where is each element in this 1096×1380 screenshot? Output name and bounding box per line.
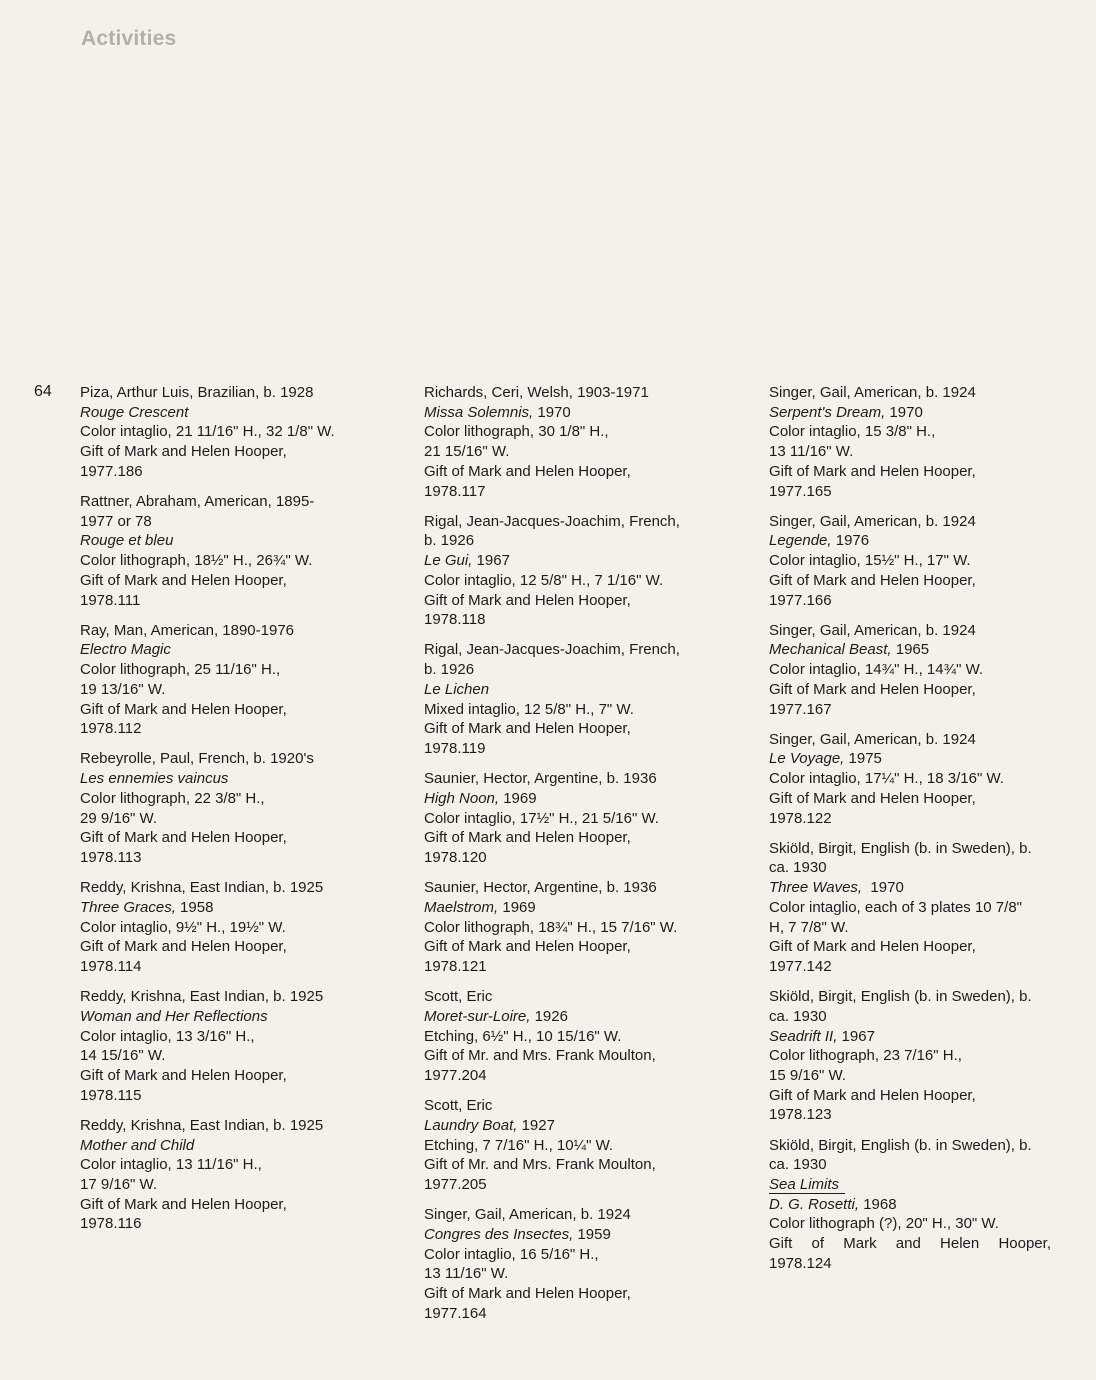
- catalog-entry: [769, 621, 1069, 720]
- entry-medium: Color lithograph, 25 11/16" H.,: [80, 661, 281, 679]
- catalog-entry: [80, 383, 400, 482]
- catalog-entry: [424, 383, 744, 501]
- entry-artist: Richards, Ceri, Welsh, 1903-1971: [424, 384, 649, 401]
- entry-accession: 1978.119: [424, 739, 486, 757]
- entry-title: Le Lichen: [424, 680, 490, 698]
- entry-accession: 1977.186: [80, 462, 143, 480]
- entry-title: Mechanical Beast,: [769, 641, 892, 659]
- catalog-column-2: [424, 383, 744, 1334]
- entry-accession: 1978.114: [80, 957, 142, 975]
- catalog-entry: [80, 492, 400, 610]
- entry-accession: 1978.112: [80, 720, 142, 738]
- entry-accession: 1978.122: [769, 809, 832, 827]
- entry-credit: Gift of Mark and Helen Hooper,: [769, 1235, 1051, 1253]
- entry-title: Three Waves,: [769, 879, 863, 897]
- entry-medium: Color intaglio, 15½" H., 17" W.: [769, 552, 971, 570]
- entry-medium-cont: 17 9/16" W.: [80, 1176, 158, 1194]
- entry-title: Moret-sur-Loire,: [424, 1007, 531, 1025]
- entry-subtitle: D. G. Rosetti,: [769, 1195, 860, 1213]
- entry-accession: 1977.167: [769, 700, 832, 718]
- entry-artist: Skiöld, Birgit, English (b. in Sweden), b.: [769, 1136, 1032, 1154]
- entry-year: 1970: [866, 879, 904, 897]
- catalog-entry: [424, 640, 744, 758]
- entry-artist: Singer, Gail, American, b. 1924: [769, 512, 976, 530]
- entry-year: 1967: [841, 1027, 875, 1045]
- entry-medium: Color lithograph, 30 1/8" H.,: [424, 423, 609, 441]
- entry-artist: Reddy, Krishna, East Indian, b. 1925: [80, 1116, 324, 1134]
- entry-artist: Ray, Man, American, 1890-1976: [80, 621, 295, 639]
- entry-title: Sea Limits: [769, 1176, 845, 1194]
- entry-credit: Gift of Mr. and Mrs. Frank Moulton,: [424, 1156, 656, 1174]
- entry-medium-cont: 19 13/16" W.: [80, 680, 166, 698]
- entry-medium-cont: 21 15/16" W.: [424, 443, 510, 461]
- entry-year: 1959: [577, 1225, 611, 1243]
- entry-year: 1958: [180, 898, 214, 916]
- catalog-entry: [80, 621, 400, 739]
- entry-title: Congres des Insectes,: [424, 1225, 574, 1243]
- entry-medium-cont: 13 11/16" W.: [424, 1265, 509, 1283]
- entry-credit: Gift of Mark and Helen Hooper,: [80, 443, 287, 461]
- entry-credit: Gift of Mark and Helen Hooper,: [769, 571, 976, 589]
- catalog-entry: [424, 987, 744, 1086]
- entry-artist: Scott, Eric: [424, 1097, 493, 1115]
- entry-accession: 1977.166: [769, 591, 832, 609]
- entry-year: 1976: [835, 532, 870, 550]
- entry-medium: Color intaglio, 13 11/16" H.,: [80, 1156, 262, 1174]
- entry-title: Laundry Boat,: [424, 1116, 518, 1134]
- catalog-entry: [424, 512, 744, 630]
- entry-accession: 1977.164: [424, 1304, 487, 1322]
- entry-accession: 1978.123: [769, 1106, 832, 1124]
- entry-accession: 1977.142: [769, 957, 832, 975]
- entry-artist: Singer, Gail, American, b. 1924: [769, 730, 976, 748]
- entry-medium: Color intaglio, 17½" H., 21 5/16" W.: [424, 809, 659, 827]
- entry-artist: Rattner, Abraham, American, 1895-: [80, 493, 315, 511]
- entry-artist: Singer, Gail, American, b. 1924: [769, 384, 976, 401]
- entry-medium: Color intaglio, 14¾" H., 14¾" W.: [769, 661, 984, 679]
- entry-accession: 1977.165: [769, 482, 832, 500]
- entry-accession: 1977.204: [424, 1067, 487, 1084]
- entry-title: Le Gui,: [424, 552, 473, 570]
- entry-medium: Color lithograph, 23 7/16" H.,: [769, 1047, 962, 1065]
- entry-credit: Gift of Mark and Helen Hooper,: [424, 720, 631, 738]
- catalog-entry: [769, 987, 1069, 1125]
- entry-year: 1968: [863, 1195, 897, 1213]
- catalog-entry: [769, 1136, 1069, 1274]
- entry-medium: Color lithograph, 22 3/8" H.,: [80, 789, 265, 807]
- entry-medium: Color lithograph, 18¾" H., 15 7/16" W.: [424, 918, 678, 936]
- entry-medium-cont: 15 9/16" W.: [769, 1067, 847, 1084]
- entry-accession: 1978.121: [424, 957, 487, 975]
- entry-credit: Gift of Mark and Helen Hooper,: [80, 700, 287, 718]
- entry-title: Three Graces,: [80, 898, 176, 916]
- entry-medium-cont: H, 7 7/8" W.: [769, 918, 849, 936]
- entry-credit: Gift of Mark and Helen Hooper,: [424, 829, 631, 847]
- entry-medium: Color intaglio, 12 5/8" H., 7 1/16" W.: [424, 571, 664, 589]
- catalog-entry: [80, 749, 400, 867]
- catalog-entry: [80, 878, 400, 977]
- entry-year: 1965: [895, 641, 930, 659]
- entry-artist: Rebeyrolle, Paul, French, b. 1920's: [80, 750, 314, 768]
- entry-title: Les ennemies vaincus: [80, 770, 229, 788]
- entry-medium: Color lithograph, 18½" H., 26¾" W.: [80, 552, 313, 570]
- entry-year: 1970: [889, 403, 923, 421]
- entry-title: Le Voyage,: [769, 750, 845, 768]
- entry-artist-cont: ca. 1930: [769, 1007, 827, 1025]
- entry-credit: Gift of Mark and Helen Hooper,: [769, 462, 976, 480]
- page-header-title: Activities: [81, 27, 177, 50]
- catalog-entry: [424, 1096, 744, 1195]
- entry-credit: Gift of Mr. and Mrs. Frank Moulton,: [424, 1047, 656, 1065]
- entry-artist: Saunier, Hector, Argentine, b. 1936: [424, 770, 657, 788]
- entry-title: Rouge Crescent: [80, 403, 189, 421]
- entry-accession: 1978.118: [424, 611, 486, 629]
- entry-title: High Noon,: [424, 789, 500, 807]
- entry-credit: Gift of Mark and Helen Hooper,: [80, 938, 287, 956]
- catalog-entry: [769, 383, 1069, 501]
- entry-title: Rouge et bleu: [80, 532, 174, 550]
- entry-medium: Color lithograph (?), 20" H., 30" W.: [769, 1215, 999, 1233]
- entry-title: Serpent's Dream,: [769, 403, 886, 421]
- entry-medium: Color intaglio, 9½" H., 19½" W.: [80, 918, 286, 936]
- entry-artist: Scott, Eric: [424, 988, 493, 1006]
- entry-medium-cont: 29 9/16" W.: [80, 809, 158, 827]
- entry-artist: Skiöld, Birgit, English (b. in Sweden), b.: [769, 988, 1032, 1006]
- entry-year: 1969: [503, 789, 537, 807]
- entry-credit: Gift of Mark and Helen Hooper,: [80, 1195, 287, 1213]
- entry-credit: Gift of Mark and Helen Hooper,: [424, 938, 631, 956]
- catalog-column-3: [769, 383, 1069, 1284]
- entry-medium: Color intaglio, 15 3/8" H.,: [769, 423, 936, 441]
- entry-artist: Rigal, Jean-Jacques-Joachim, French,: [424, 512, 680, 530]
- catalog-entry: [424, 1205, 744, 1323]
- entry-artist: Skiöld, Birgit, English (b. in Sweden), b.: [769, 839, 1032, 857]
- entry-accession: 1978.116: [80, 1215, 142, 1233]
- page-number: 64: [34, 383, 52, 400]
- entry-medium: Etching, 7 7/16" H., 10¼" W.: [424, 1136, 614, 1154]
- catalog-entry: [769, 512, 1069, 611]
- entry-accession: 1978.120: [424, 848, 487, 866]
- entry-credit: Gift of Mark and Helen Hooper,: [769, 789, 976, 807]
- entry-artist: Singer, Gail, American, b. 1924: [769, 621, 976, 639]
- entry-medium: Color intaglio, 16 5/16" H.,: [424, 1245, 599, 1263]
- entry-artist-cont: b. 1926: [424, 532, 475, 550]
- entry-medium-cont: 13 11/16" W.: [769, 443, 854, 461]
- entry-title: Seadrift II,: [769, 1027, 838, 1045]
- entry-artist: Piza, Arthur Luis, Brazilian, b. 1928: [80, 384, 314, 401]
- entry-credit: Gift of Mark and Helen Hooper,: [769, 680, 976, 698]
- entry-medium: Color intaglio, 21 11/16" H., 32 1/8" W.: [80, 423, 335, 441]
- catalog-column-1: [80, 383, 400, 1245]
- entry-title: Legende,: [769, 532, 832, 550]
- entry-title: Woman and Her Reflections: [80, 1007, 268, 1025]
- entry-artist-cont: ca. 1930: [769, 859, 827, 877]
- entry-year: 1926: [534, 1007, 568, 1025]
- entry-title: Maelstrom,: [424, 898, 499, 916]
- entry-title: Missa Solemnis,: [424, 403, 534, 421]
- entry-credit: Gift of Mark and Helen Hooper,: [424, 462, 631, 480]
- catalog-entry: [424, 769, 744, 868]
- entry-credit: Gift of Mark and Helen Hooper,: [424, 1285, 631, 1303]
- entry-accession: 1978.111: [80, 591, 141, 609]
- entry-year: 1969: [502, 898, 536, 916]
- entry-accession: 1978.113: [80, 848, 142, 866]
- entry-artist: Rigal, Jean-Jacques-Joachim, French,: [424, 641, 680, 659]
- entry-credit: Gift of Mark and Helen Hooper,: [80, 571, 287, 589]
- entry-credit: Gift of Mark and Helen Hooper,: [769, 938, 976, 956]
- entry-year: 1975: [848, 750, 882, 768]
- entry-artist-cont: 1977 or 78: [80, 512, 152, 530]
- entry-credit: Gift of Mark and Helen Hooper,: [769, 1086, 976, 1104]
- entry-title: Mother and Child: [80, 1136, 195, 1154]
- entry-year: 1967: [476, 552, 510, 570]
- entry-artist-cont: ca. 1930: [769, 1156, 827, 1174]
- entry-credit: Gift of Mark and Helen Hooper,: [80, 1067, 287, 1084]
- entry-artist: Saunier, Hector, Argentine, b. 1936: [424, 879, 657, 897]
- entry-medium: Color intaglio, 17¼" H., 18 3/16" W.: [769, 770, 1004, 788]
- catalog-entry: [769, 730, 1069, 829]
- catalog-entry: [424, 878, 744, 977]
- entry-artist-cont: b. 1926: [424, 661, 475, 679]
- entry-title: Electro Magic: [80, 641, 171, 659]
- entry-credit: Gift of Mark and Helen Hooper,: [80, 829, 287, 847]
- entry-artist: Reddy, Krishna, East Indian, b. 1925: [80, 988, 324, 1006]
- entry-credit: Gift of Mark and Helen Hooper,: [424, 591, 631, 609]
- catalog-entry: [80, 1116, 400, 1234]
- catalog-entry: [769, 839, 1069, 977]
- entry-year: 1927: [521, 1116, 555, 1134]
- entry-artist: Reddy, Krishna, East Indian, b. 1925: [80, 879, 324, 897]
- entry-artist: Singer, Gail, American, b. 1924: [424, 1206, 631, 1224]
- entry-accession: 1978.124: [769, 1254, 832, 1272]
- entry-accession: 1977.205: [424, 1176, 487, 1194]
- entry-medium-cont: 14 15/16" W.: [80, 1047, 166, 1065]
- entry-medium: Etching, 6½" H., 10 15/16" W.: [424, 1027, 622, 1045]
- entry-accession: 1978.117: [424, 482, 486, 500]
- entry-accession: 1978.115: [80, 1086, 142, 1104]
- entry-year: 1970: [537, 403, 571, 421]
- entry-medium: Color intaglio, 13 3/16" H.,: [80, 1027, 255, 1045]
- catalog-entry: [80, 987, 400, 1105]
- entry-medium: Color intaglio, each of 3 plates 10 7/8": [769, 898, 1022, 916]
- entry-medium: Mixed intaglio, 12 5/8" H., 7" W.: [424, 700, 634, 718]
